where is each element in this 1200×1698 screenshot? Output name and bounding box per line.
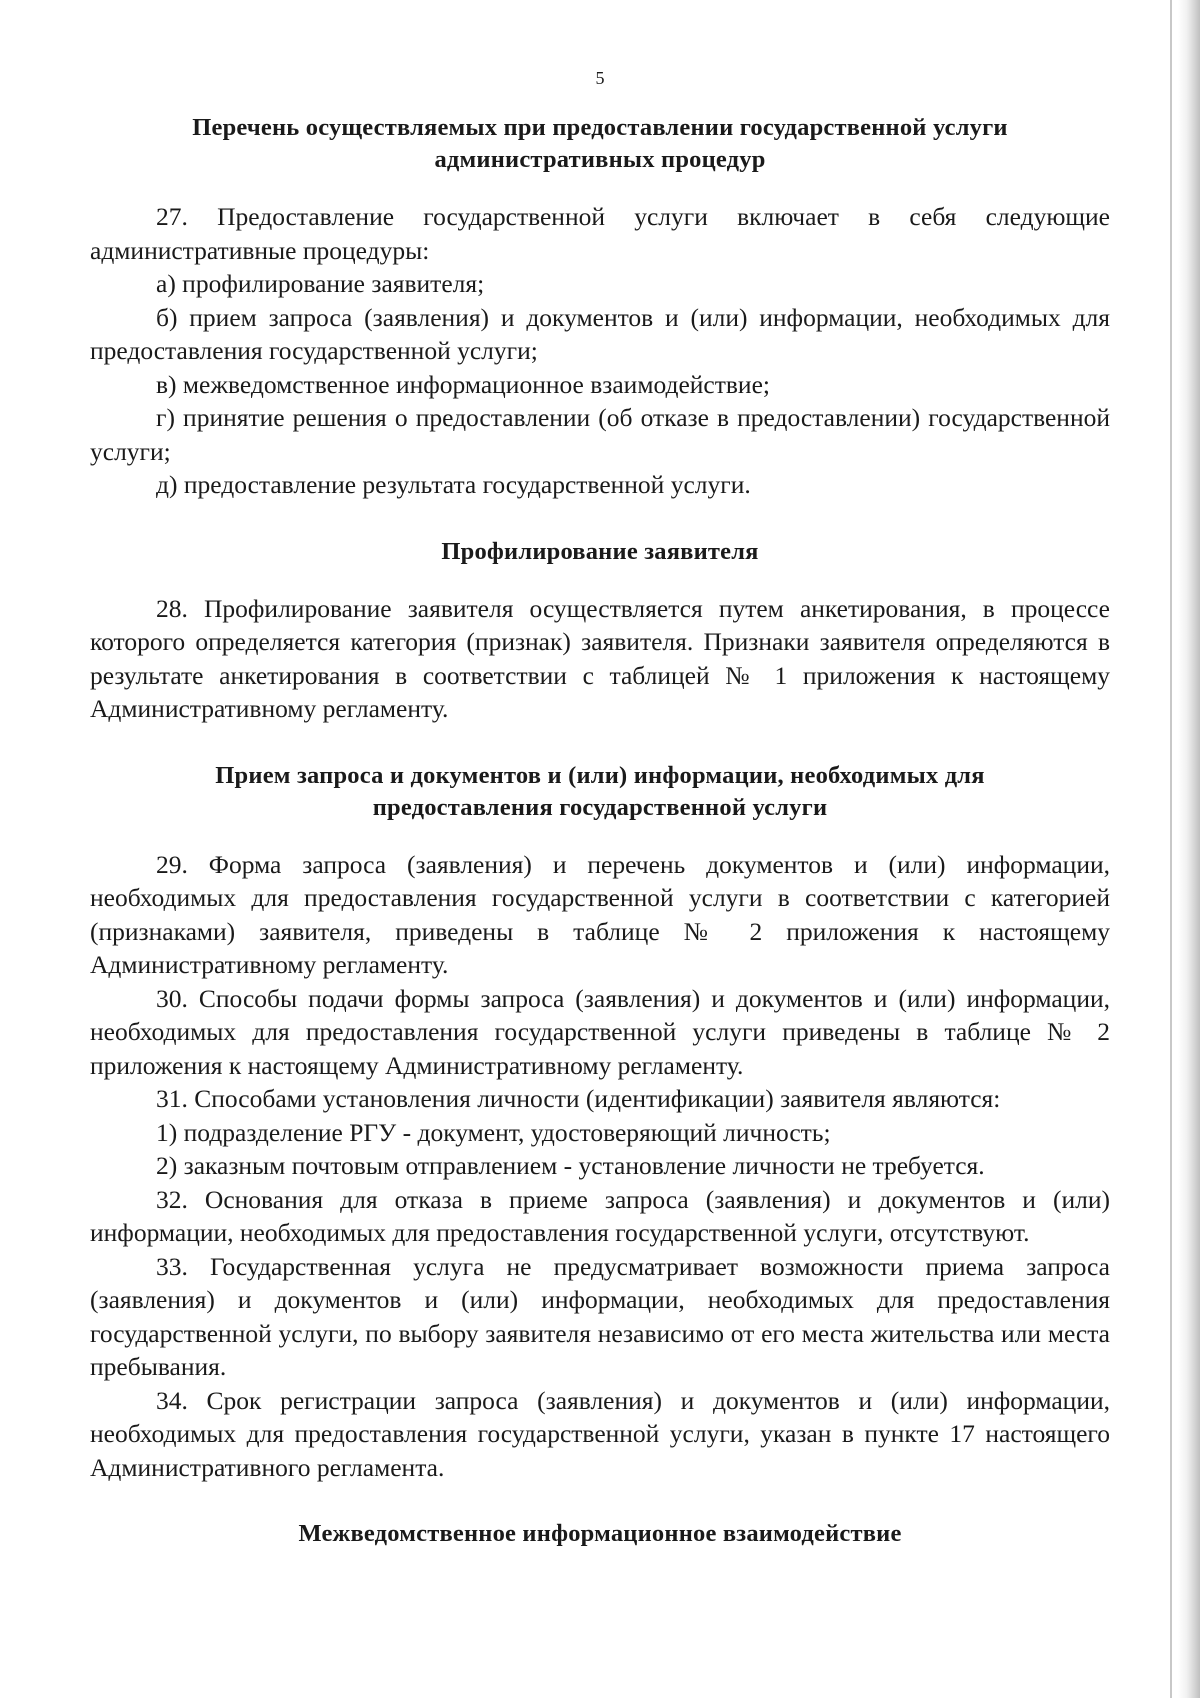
paragraph-32: 32. Основания для отказа в приеме запроса (заявления) и документов и (или) информации, необходимых для предоставления государственной услуги, отсутствуют. bbox=[90, 1184, 1110, 1247]
paragraph-34: 34. Срок регистрации запроса (заявления) и документов и (или) информации, необходимых для предоставления государственной услуги, указан в пункте 17 настоящего Административного регламента. bbox=[90, 1385, 1110, 1482]
heading-line: предоставления государственной услуги bbox=[372, 793, 828, 821]
list-item: а) профилирование заявителя; bbox=[156, 269, 485, 298]
list-item: 1) подразделение РГУ - документ, удостоверяющий личность; bbox=[156, 1117, 831, 1147]
list-item: 2) заказным почтовым отправлением - установление личности не требуется. bbox=[156, 1151, 985, 1180]
heading-line: административных процедур bbox=[434, 146, 766, 173]
paragraph-31: 31. Способами установления личности (идентификации) заявителя являются: bbox=[156, 1084, 1001, 1113]
document-body bbox=[90, 112, 1110, 1550]
paragraph-29: 29. Форма запроса (заявления) и перечень документов и (или) информации, необходимых для предоставления государственной услуги в соответствии с категорией (признаками) заявителя, приведены в таблице № 2 приложения к настоящему Административному регламенту. bbox=[90, 849, 1110, 979]
section-heading-interagency: Межведомственное информационное взаимодействие bbox=[298, 1520, 902, 1547]
paragraph-28: 28. Профилирование заявителя осуществляется путем анкетирования, в процессе которого определяется категория (признак) заявителя. Признаки заявителя определяются в результате анкетирования в соответствии с таблицей № 1 приложения к настоящему Административному регламенту. bbox=[90, 593, 1110, 723]
list-item: в) межведомственное информационное взаимодействие; bbox=[156, 369, 770, 399]
scan-shadow-line bbox=[1170, 0, 1172, 1698]
list-item: д) предоставление результата государственной услуги. bbox=[156, 470, 751, 499]
scan-edge-shadow bbox=[1178, 0, 1200, 1698]
paragraph-30: 30. Способы подачи формы запроса (заявления) и документов и (или) информации, необходимых для предоставления государственной услуги приведены в таблице № 2 приложения к настоящему Административному регламенту. bbox=[90, 983, 1110, 1080]
paragraph-33: 33. Государственная услуга не предусматривает возможности приема запроса (заявления) и документов и (или) информации, необходимых для предоставления государственной услуги, по выбору заявителя независимо от его места жительства или места пребывания. bbox=[90, 1251, 1110, 1381]
list-item: г) принятие решения о предоставлении (об отказе в предоставлении) государственной услуги; bbox=[90, 403, 1110, 466]
paragraph-27: 27. Предоставление государственной услуги включает в себя следующие административные процедуры: bbox=[90, 202, 1110, 265]
section-heading-reception bbox=[90, 760, 1110, 824]
section-heading-profiling: Профилирование заявителя bbox=[441, 537, 759, 565]
section-heading-procedures bbox=[90, 112, 1110, 176]
heading-line: Прием запроса и документов и (или) информации, необходимых для bbox=[215, 761, 985, 789]
list-item: б) прием запроса (заявления) и документов и (или) информации, необходимых для предоставления государственной услуги; bbox=[90, 302, 1110, 365]
page-number: 5 bbox=[595, 68, 605, 88]
heading-line: Перечень осуществляемых при предоставлении государственной услуги bbox=[192, 114, 1008, 141]
